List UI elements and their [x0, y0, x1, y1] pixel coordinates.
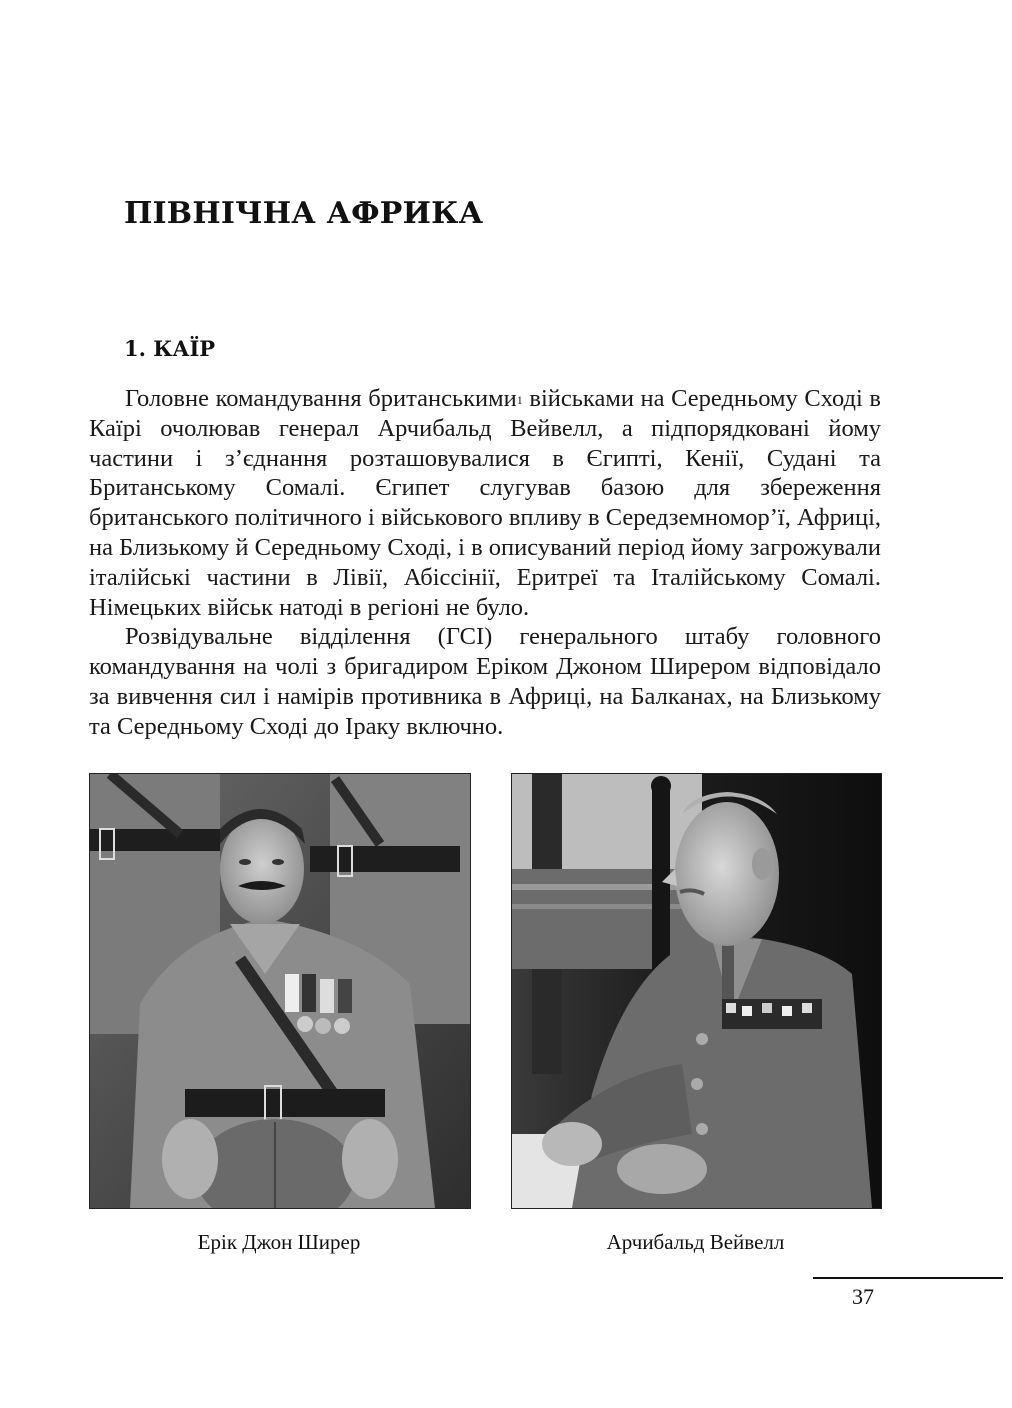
paragraph-1-rest: військами на Середньому Сході в Каїрі очолював генерал Арчибальд Вейвелл, а підпорядковані йому частини і з’єднання розташовувалися в Єгипті, Кенії, Судані та Британському Сомалі. Єгипет слугував базою для збереження британського політичного і військового впливу в Середземномор’ї, Африці, на Близькому й Середньому Сході, і в описуваний період йому загрожували італійські частини в Лівії, Абіссінії, Еритреї та Італійському Сомалі. Німецьких військ натоді в регіоні не було.	[89, 385, 882, 621]
photo-archibald-wavell	[511, 773, 882, 1209]
caption-right: Арчибальд Вейвелл	[606, 1230, 785, 1254]
photo-eric-john-shearer	[89, 773, 471, 1209]
paragraph-2: Розвідувальне відділення (ГСІ) генерального штабу головного командування на чолі з бригадиром Еріком Джоном Ширером відповідало за вивчення сил і намірів противника в Африці, на Балканах, на Близькому та Середньому Сході до Іраку включно.	[89, 623, 881, 740]
chapter-title: ПІВНІЧНА АФРИКА	[124, 196, 484, 231]
footnote-reference[interactable]: 1	[516, 393, 523, 407]
page-number: 37	[852, 1284, 874, 1309]
portrait-wavell-image	[512, 774, 881, 1208]
paragraph-1	[89, 384, 881, 622]
caption-left: Ерік Джон Ширер	[197, 1230, 361, 1254]
section-title: 1. КАЇР	[124, 336, 216, 361]
portrait-shearer-image	[90, 774, 470, 1208]
footer-rule	[813, 1277, 1003, 1279]
paragraph-1-lead: Головне командування британськими	[125, 385, 517, 412]
body-text	[89, 384, 881, 742]
